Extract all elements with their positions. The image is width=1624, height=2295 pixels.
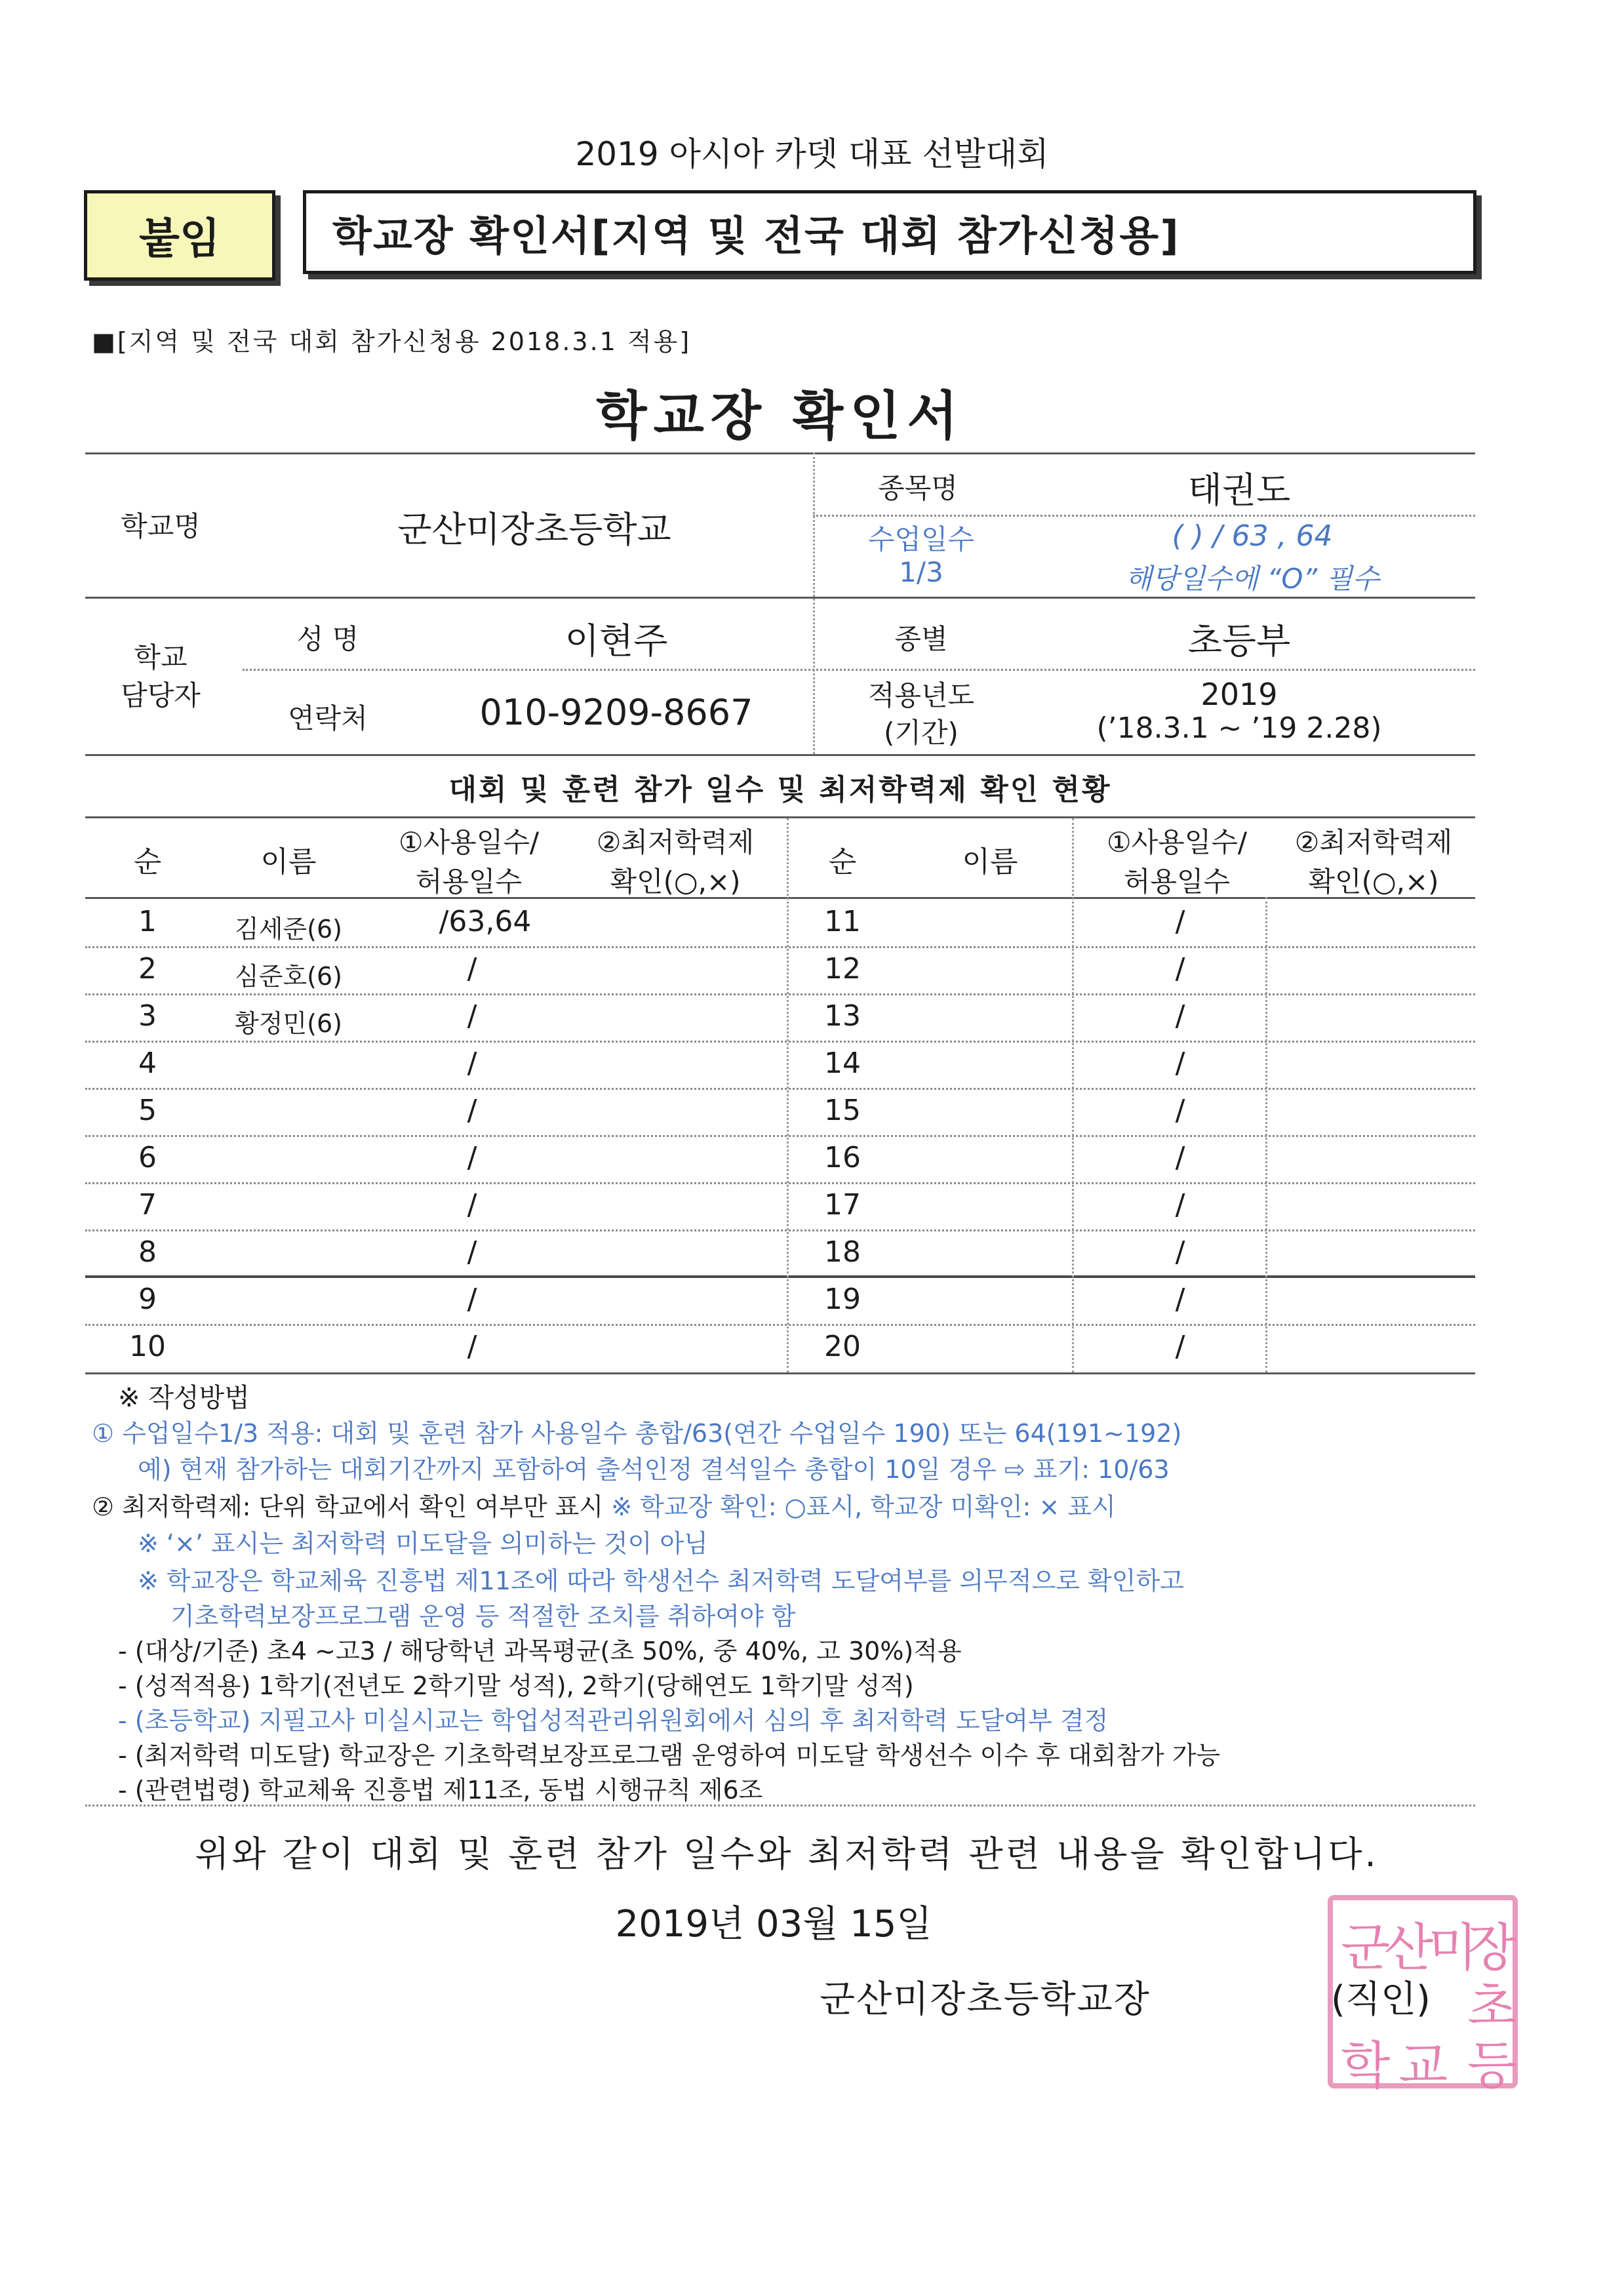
- table-row-days: /: [467, 1047, 477, 1080]
- header-num-left: 순: [133, 845, 162, 879]
- table-row-num: 20: [824, 1330, 861, 1363]
- table-row-num: 7: [138, 1188, 157, 1222]
- table-row-days: /: [1175, 1283, 1185, 1316]
- note-1b: 예) 현재 참가하는 대회기간까지 포함하여 출석인정 결석일수 총합이 10일 경우 ⇨ 표기: 10/63: [138, 1455, 1170, 1484]
- seal-label: (직인): [1331, 1978, 1431, 2021]
- table-row-name: 심준호(6): [235, 962, 342, 991]
- note-2d: 기초학력보장프로그램 운영 등 적절한 조치를 취하여야 함: [170, 1602, 796, 1631]
- manager-label-line2: 담당자: [121, 679, 201, 711]
- sport-label: 종목명: [878, 472, 958, 504]
- apply-period-value: (’18.3.1 ~ ’19 2.28): [1096, 711, 1382, 745]
- table-row-days: /63,64: [439, 905, 532, 938]
- header-check-right-1: ②최저학력제: [1294, 826, 1453, 858]
- form-title-box: [303, 190, 1476, 274]
- form-subnote: ■[지역 및 전국 대회 참가신청용 2018.3.1 적용]: [92, 327, 692, 356]
- table-row-days: /: [1175, 1047, 1185, 1080]
- seal-char: 산: [1384, 1919, 1434, 1978]
- table-row-num: 8: [138, 1235, 157, 1269]
- header-name-right: 이름: [962, 845, 1018, 879]
- table-row-days: /: [1175, 1141, 1185, 1174]
- table-row-days: /: [1175, 952, 1185, 986]
- category-label: 종별: [894, 623, 948, 655]
- table-row-num: 5: [138, 1094, 157, 1127]
- category-value: 초등부: [1187, 620, 1291, 662]
- header-days-left-1: ①사용일수/: [398, 826, 540, 858]
- class-days-ratio: 1/3: [899, 556, 943, 588]
- table-row-num: 16: [824, 1141, 861, 1174]
- note-2b: ※ ‘×’ 표시는 최저학력 미도달을 의미하는 것이 아님: [138, 1529, 708, 1558]
- header-days-right-2: 허용일수: [1123, 866, 1231, 898]
- table-row-days: /: [1175, 1235, 1185, 1269]
- table-row-days: /: [467, 952, 477, 986]
- table-row-num: 17: [824, 1188, 861, 1222]
- table-row-num: 6: [138, 1141, 157, 1174]
- header-days-left-2: 허용일수: [415, 866, 523, 898]
- table-row-days: /: [467, 999, 477, 1033]
- school-name-label: 학교명: [121, 510, 201, 542]
- header-check-left-1: ②최저학력제: [596, 826, 755, 858]
- seal-char: 장: [1467, 1919, 1517, 1978]
- table-row-name: 김세준(6): [235, 915, 342, 944]
- form-title: 학교장 확인서[지역 및 전국 대회 참가신청용]: [332, 211, 1180, 260]
- seal-char: 미: [1428, 1919, 1478, 1978]
- note-2a-text: ② 최저학력제: 단위 학교에서 확인 여부만 표시: [92, 1492, 604, 1521]
- table-row-num: 15: [824, 1094, 861, 1127]
- table-row-num: 14: [824, 1047, 861, 1080]
- school-name-value: 군산미장초등학교: [397, 509, 671, 550]
- table-row-num: 1: [138, 905, 157, 938]
- badge-label: 붙임: [139, 215, 220, 264]
- note-2c: ※ 학교장은 학교체육 진흥법 제11조에 따라 학생선수 최저학력 도달여부를 의무적으로 확인하고: [138, 1567, 1184, 1595]
- table-row-days: /: [1175, 1188, 1185, 1222]
- apply-year-value: 2019: [1200, 677, 1278, 712]
- table-row-num: 10: [129, 1330, 166, 1363]
- table-row-num: 12: [824, 952, 861, 986]
- apply-period-label: (기간): [884, 717, 959, 749]
- table-row-num: 4: [138, 1047, 157, 1080]
- manager-label-line1: 학교: [134, 641, 188, 673]
- table-row-num: 3: [138, 999, 157, 1033]
- table-row-days: /: [1175, 999, 1185, 1033]
- person-name-label: 성 명: [296, 623, 359, 655]
- signer-name: 군산미장초등학교장: [820, 1978, 1151, 2021]
- table-row-num: 18: [824, 1235, 861, 1269]
- table-row-days: /: [467, 1141, 477, 1174]
- table-row-days: /: [1175, 1094, 1185, 1127]
- class-days-value: ( ) / 63 , 64: [1172, 519, 1333, 553]
- header-check-right-2: 확인(○,×): [1308, 866, 1439, 898]
- contact-label: 연락처: [288, 702, 368, 734]
- attachment-badge: [84, 190, 275, 281]
- table-row-num: 11: [824, 905, 861, 938]
- contact-value: 010-9209-8667: [479, 692, 753, 733]
- note-1a: ① 수업일수1/3 적용: 대회 및 훈련 참가 사용일수 총합/63(연간 수업일수 190) 또는 64(191~192): [92, 1419, 1182, 1448]
- seal-char: 군: [1341, 1919, 1391, 1978]
- table-row-days: /: [1175, 1330, 1185, 1363]
- notes-heading: ※ 작성방법: [118, 1383, 250, 1413]
- table-row-days: /: [467, 1235, 477, 1269]
- note-detail-5: - (관련법령) 학교체육 진흥법 제11조, 동법 시행규칙 제6조: [118, 1776, 763, 1805]
- apply-year-label: 적용년도: [867, 679, 975, 711]
- note-2a: [92, 1487, 1116, 1523]
- table-row-days: /: [467, 1094, 477, 1127]
- sport-value: 태권도: [1187, 469, 1291, 511]
- header-num-right: 순: [828, 845, 857, 879]
- class-days-label: 수업일수: [867, 523, 975, 555]
- note-detail-1: - (대상/기준) 초4 ~고3 / 해당학년 과목평균(초 50%, 중 40%, 고 30%)적용: [118, 1637, 962, 1666]
- note-detail-4: - (최저학력 미도달) 학교장은 기초학력보장프로그램 운영하여 미도달 학생선수 이수 후 대회참가 가능: [118, 1741, 1221, 1770]
- table-row-days: /: [467, 1283, 477, 1316]
- seal-char: 초: [1467, 1978, 1517, 2037]
- table-row-num: 19: [824, 1283, 861, 1316]
- event-title: 2019 아시아 카뎃 대표 선발대회: [575, 135, 1049, 173]
- note-detail-3: - (초등학교) 지필고사 미실시교는 학업성적관리위원회에서 심의 후 최저학력 도달여부 결정: [118, 1706, 1109, 1735]
- header-name-left: 이름: [260, 845, 317, 879]
- seal-char: 학: [1341, 2037, 1391, 2096]
- table-row-num: 2: [138, 952, 157, 986]
- document-title: 학교장 확인서: [596, 386, 964, 447]
- table-row-num: 13: [824, 999, 861, 1033]
- issue-date: 2019년 03월 15일: [615, 1903, 932, 1946]
- header-check-left-2: 확인(○,×): [610, 866, 741, 898]
- table-row-days: /: [467, 1330, 477, 1363]
- table-row-days: /: [467, 1188, 477, 1222]
- table-row-num: 9: [138, 1283, 157, 1316]
- header-days-right-1: ①사용일수/: [1106, 826, 1248, 858]
- table-row-days: /: [1175, 905, 1185, 938]
- person-name-value: 이현주: [564, 620, 668, 662]
- confirmation-statement: 위와 같이 대회 및 훈련 참가 일수와 최저학력 관련 내용을 확인합니다.: [195, 1833, 1379, 1875]
- note-detail-2: - (성적적용) 1학기(전년도 2학기말 성적), 2학기(당해연도 1학기말 성적): [118, 1671, 914, 1700]
- class-days-note: 해당일수에 “O” 필수: [1125, 563, 1379, 595]
- table-title: 대회 및 훈련 참가 일수 및 최저학력제 확인 현황: [448, 773, 1112, 807]
- table-row-name: 황정민(6): [235, 1009, 342, 1038]
- seal-char: 교: [1398, 2037, 1448, 2096]
- seal-char: 등: [1467, 2037, 1517, 2096]
- note-2a-blue: ※ 학교장 확인: ○표시, 학교장 미확인: × 표시: [611, 1492, 1116, 1521]
